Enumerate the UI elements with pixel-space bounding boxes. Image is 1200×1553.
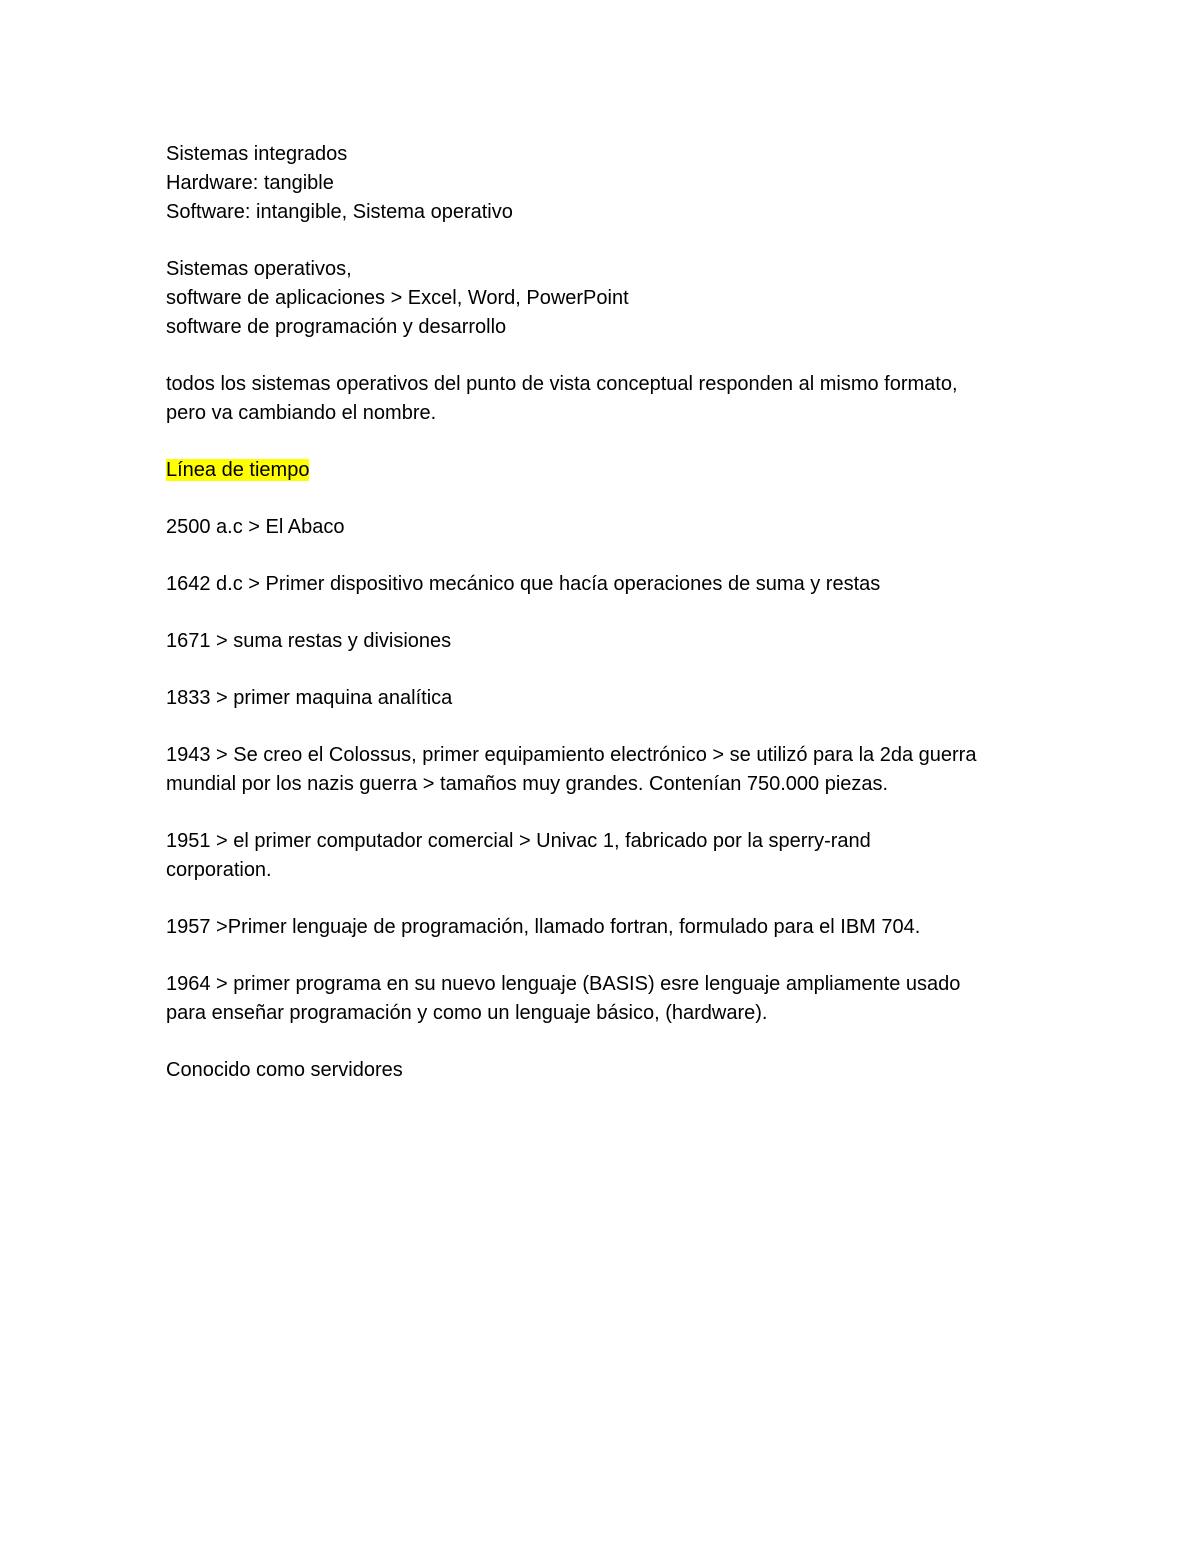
concept-paragraph	[166, 370, 1046, 428]
software-types-paragraph	[166, 255, 1046, 342]
timeline-heading: Línea de tiempo	[166, 459, 310, 481]
timeline-entry	[166, 827, 1046, 885]
timeline-entry	[166, 627, 1046, 656]
software-types-line: Sistemas operativos,	[166, 258, 352, 280]
timeline-entry-line: 1671 > suma restas y divisiones	[166, 630, 452, 652]
intro-paragraph	[166, 140, 1046, 227]
timeline-entry-line: 1943 > Se creo el Colossus, primer equipamiento electrónico > se utilizó para la 2da guerra	[166, 744, 977, 766]
closing-line: Conocido como servidores	[166, 1059, 403, 1081]
software-types-line: software de programación y desarrollo	[166, 316, 507, 338]
intro-line: Software: intangible, Sistema operativo	[166, 201, 513, 223]
timeline-list	[166, 513, 1046, 1028]
timeline-entry	[166, 570, 1046, 599]
closing-paragraph	[166, 1056, 1046, 1085]
timeline-entry	[166, 741, 1046, 799]
timeline-entry-line: 1964 > primer programa en su nuevo lenguaje (BASIS) esre lenguaje ampliamente usado	[166, 973, 961, 995]
timeline-entry-line: 1957 >Primer lenguaje de programación, llamado fortran, formulado para el IBM 704.	[166, 916, 921, 938]
software-types-line: software de aplicaciones > Excel, Word, PowerPoint	[166, 287, 629, 309]
concept-line: todos los sistemas operativos del punto de vista conceptual responden al mismo formato,	[166, 373, 958, 395]
timeline-entry-line: 1642 d.c > Primer dispositivo mecánico que hacía operaciones de suma y restas	[166, 573, 881, 595]
timeline-entry-line: 1833 > primer maquina analítica	[166, 687, 453, 709]
document-body	[166, 140, 1046, 1113]
timeline-entry-line: corporation.	[166, 859, 272, 881]
timeline-entry	[166, 970, 1046, 1028]
timeline-entry	[166, 913, 1046, 942]
timeline-entry-line: para enseñar programación y como un lenguaje básico, (hardware).	[166, 1002, 768, 1024]
timeline-entry-line: mundial por los nazis guerra > tamaños muy grandes. Contenían 750.000 piezas.	[166, 773, 889, 795]
timeline-entry	[166, 513, 1046, 542]
intro-line: Hardware: tangible	[166, 172, 334, 194]
timeline-entry	[166, 684, 1046, 713]
timeline-entry-line: 2500 a.c > El Abaco	[166, 516, 345, 538]
concept-line: pero va cambiando el nombre.	[166, 402, 437, 424]
timeline-heading-paragraph	[166, 456, 1046, 485]
intro-line: Sistemas integrados	[166, 143, 348, 165]
timeline-entry-line: 1951 > el primer computador comercial > Univac 1, fabricado por la sperry-rand	[166, 830, 871, 852]
